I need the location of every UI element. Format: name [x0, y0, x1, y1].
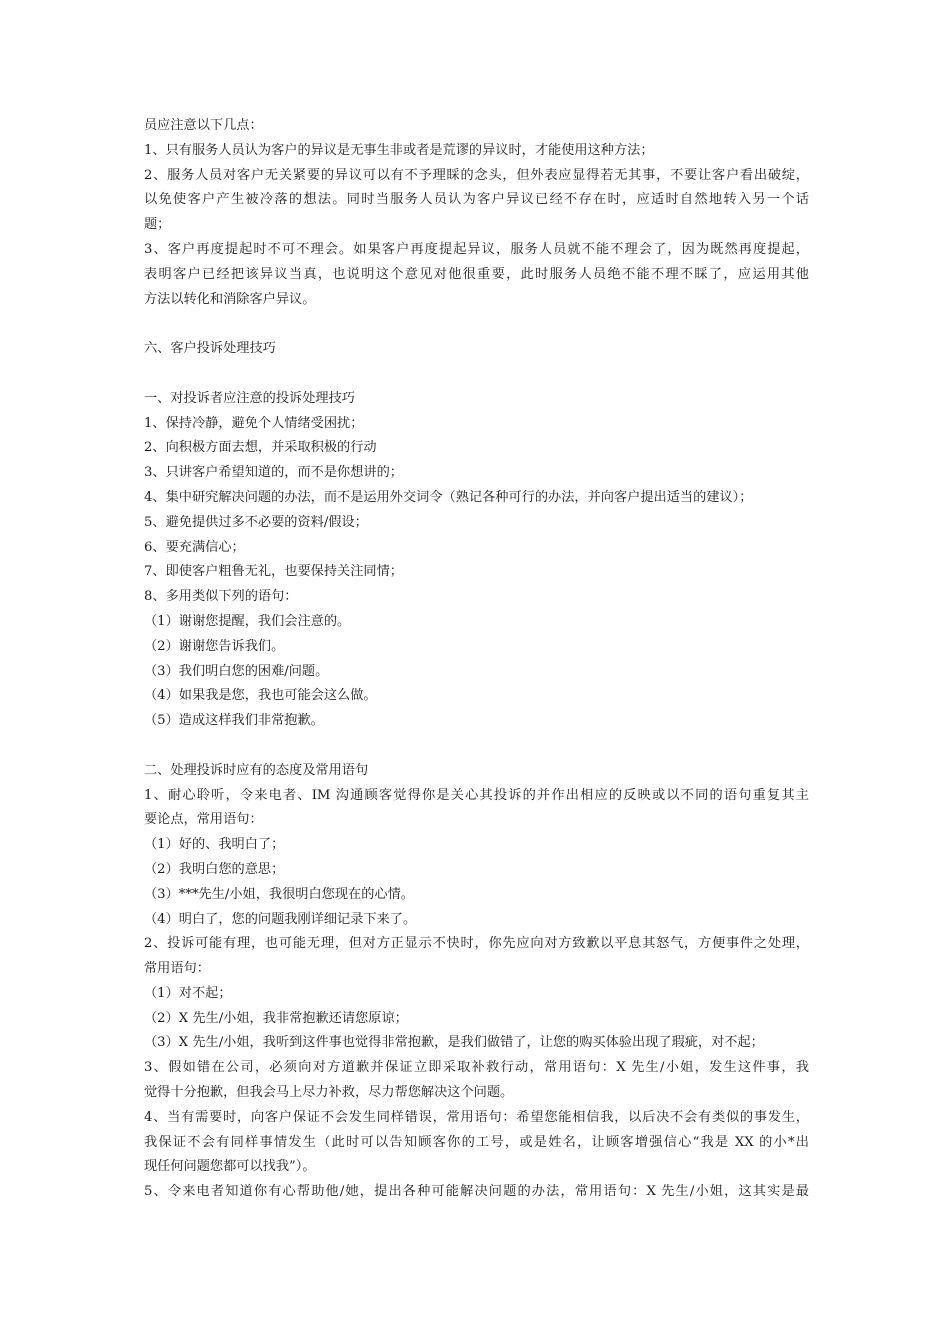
part-1-item: 4、集中研究解决问题的办法，而不是运用外交词令（熟记各种可行的办法，并向客户提出适当的建议）； [144, 489, 753, 505]
part-1-item: 1、保持冷静，避免个人情绪受困扰； [144, 415, 364, 431]
blank-line [144, 362, 809, 387]
blank-line [144, 734, 809, 759]
part-2-phrase: （3）X 先生/小姐，我听到这件事也觉得非常抱歉，是我们做错了，让您的购买体验出现了瑕疵，对不起； [144, 1035, 764, 1051]
part-1-phrase: （1）谢谢您提醒，我们会注意的。 [144, 613, 351, 629]
part-2-point-4-line-3: 现任何问题您都可以找我”）。 [144, 1159, 316, 1175]
part-2-point-3-line-1: 3、假如错在公司，必须向对方道歉并保证立即采取补救行动，常用语句：X 先生/小姐，发生这件事，我 [144, 1060, 809, 1076]
intro-line: 员应注意以下几点： [144, 118, 263, 133]
blank-line [144, 312, 809, 337]
part-2-point-2-line-2: 常用语句： [144, 961, 210, 977]
part-2-phrase: （2）X 先生/小姐，我非常抱歉还请您原谅； [144, 1010, 408, 1026]
intro-point-2-line-1: 2、服务人员对客户无关紧要的异议可以有不予理睬的念头，但外表应显得若无其事，不要让客户看出破绽， [144, 167, 809, 183]
part-1-phrase: （5）造成这样我们非常抱歉。 [144, 713, 324, 729]
part-2-point-2-line-1: 2、投诉可能有理，也可能无理，但对方正显示不快时，你先应向对方致歉以平息其怒气，方便事件之处理， [144, 936, 809, 952]
document-page [144, 114, 809, 1205]
part-1-phrase: （3）我们明白您的困难/问题。 [144, 663, 329, 679]
part-1-item: 7、即使客户粗鲁无礼，也要保持关注同情； [144, 564, 403, 580]
section-6-title: 六、客户投诉处理技巧 [144, 341, 276, 357]
part-2-phrase: （1）好的、我明白了； [144, 837, 285, 853]
intro-point-3-line-3: 方法以转化和消除客户异议。 [144, 291, 316, 307]
part-2-point-5-line-1: 5、令来电者知道你有心帮助他/她，提出各种可能解决问题的办法，常用语句：X 先生/小姐，这其实是最 [144, 1184, 809, 1200]
part-2-point-4-line-2: 我保证不会有同样事情发生（此时可以告知顾客你的工号，或是姓名，让顾客增强信心“我是 XX 的小*出 [144, 1134, 809, 1150]
intro-point-2-line-3: 题； [144, 217, 171, 233]
part-2-phrase: （1）对不起； [144, 985, 232, 1001]
part-2-point-1-line-2: 要论点，常用语句： [144, 812, 263, 828]
part-1-item: 6、要充满信心； [144, 539, 245, 555]
part-2-phrase: （2）我明白您的意思； [144, 861, 285, 877]
part-2-point-1-line-1: 1、耐心聆听，令来电者、IM 沟通顾客觉得你是关心其投诉的并作出相应的反映或以不同的语句重复其主 [144, 787, 809, 803]
intro-point-3-line-2: 表明客户已经把该异议当真，也说明这个意见对他很重要，此时服务人员绝不能不理不睬了，应运用其他 [144, 266, 809, 282]
part-1-item: 5、避免提供过多不必要的资料/假设； [144, 514, 368, 530]
intro-point-2-line-2: 以免使客户产生被冷落的想法。同时当服务人员认为客户异议已经不存在时，应适时自然地转入另一个话 [144, 192, 809, 208]
intro-point-1: 1、只有服务人员认为客户的异议是无事生非或者是荒谬的异议时，才能使用这种方法； [144, 142, 654, 158]
part-2-point-4-line-1: 4、当有需要时，向客户保证不会发生同样错误，常用语句：希望您能相信我，以后决不会有类似的事发生， [144, 1109, 809, 1125]
part-1-item: 3、只讲客户希望知道的，而不是你想讲的； [144, 465, 403, 481]
part-2-phrase: （4）明白了，您的问题我刚详细记录下来了。 [144, 911, 417, 927]
intro-point-3-line-1: 3、客户再度提起时不可不理会。如果客户再度提起异议，服务人员就不能不理会了，因为既然再度提起， [144, 241, 809, 257]
part-1-phrase: （4）如果我是您，我也可能会这么做。 [144, 688, 377, 704]
part-2-point-3-line-2: 觉得十分抱歉，但我会马上尽力补救，尽力帮您解决这个问题。 [144, 1085, 514, 1101]
part-1-phrase: （2）谢谢您告诉我们。 [144, 638, 285, 654]
part-1-item: 2、向积极方面去想，并采取积极的行动 [144, 440, 377, 456]
part-2-phrase: （3）***先生/小姐，我很明白您现在的心情。 [144, 886, 414, 902]
part-2-title: 二、处理投诉时应有的态度及常用语句 [144, 762, 369, 778]
part-1-title: 一、对投诉者应注意的投诉处理技巧 [144, 390, 355, 406]
part-1-item: 8、多用类似下列的语句： [144, 589, 298, 605]
